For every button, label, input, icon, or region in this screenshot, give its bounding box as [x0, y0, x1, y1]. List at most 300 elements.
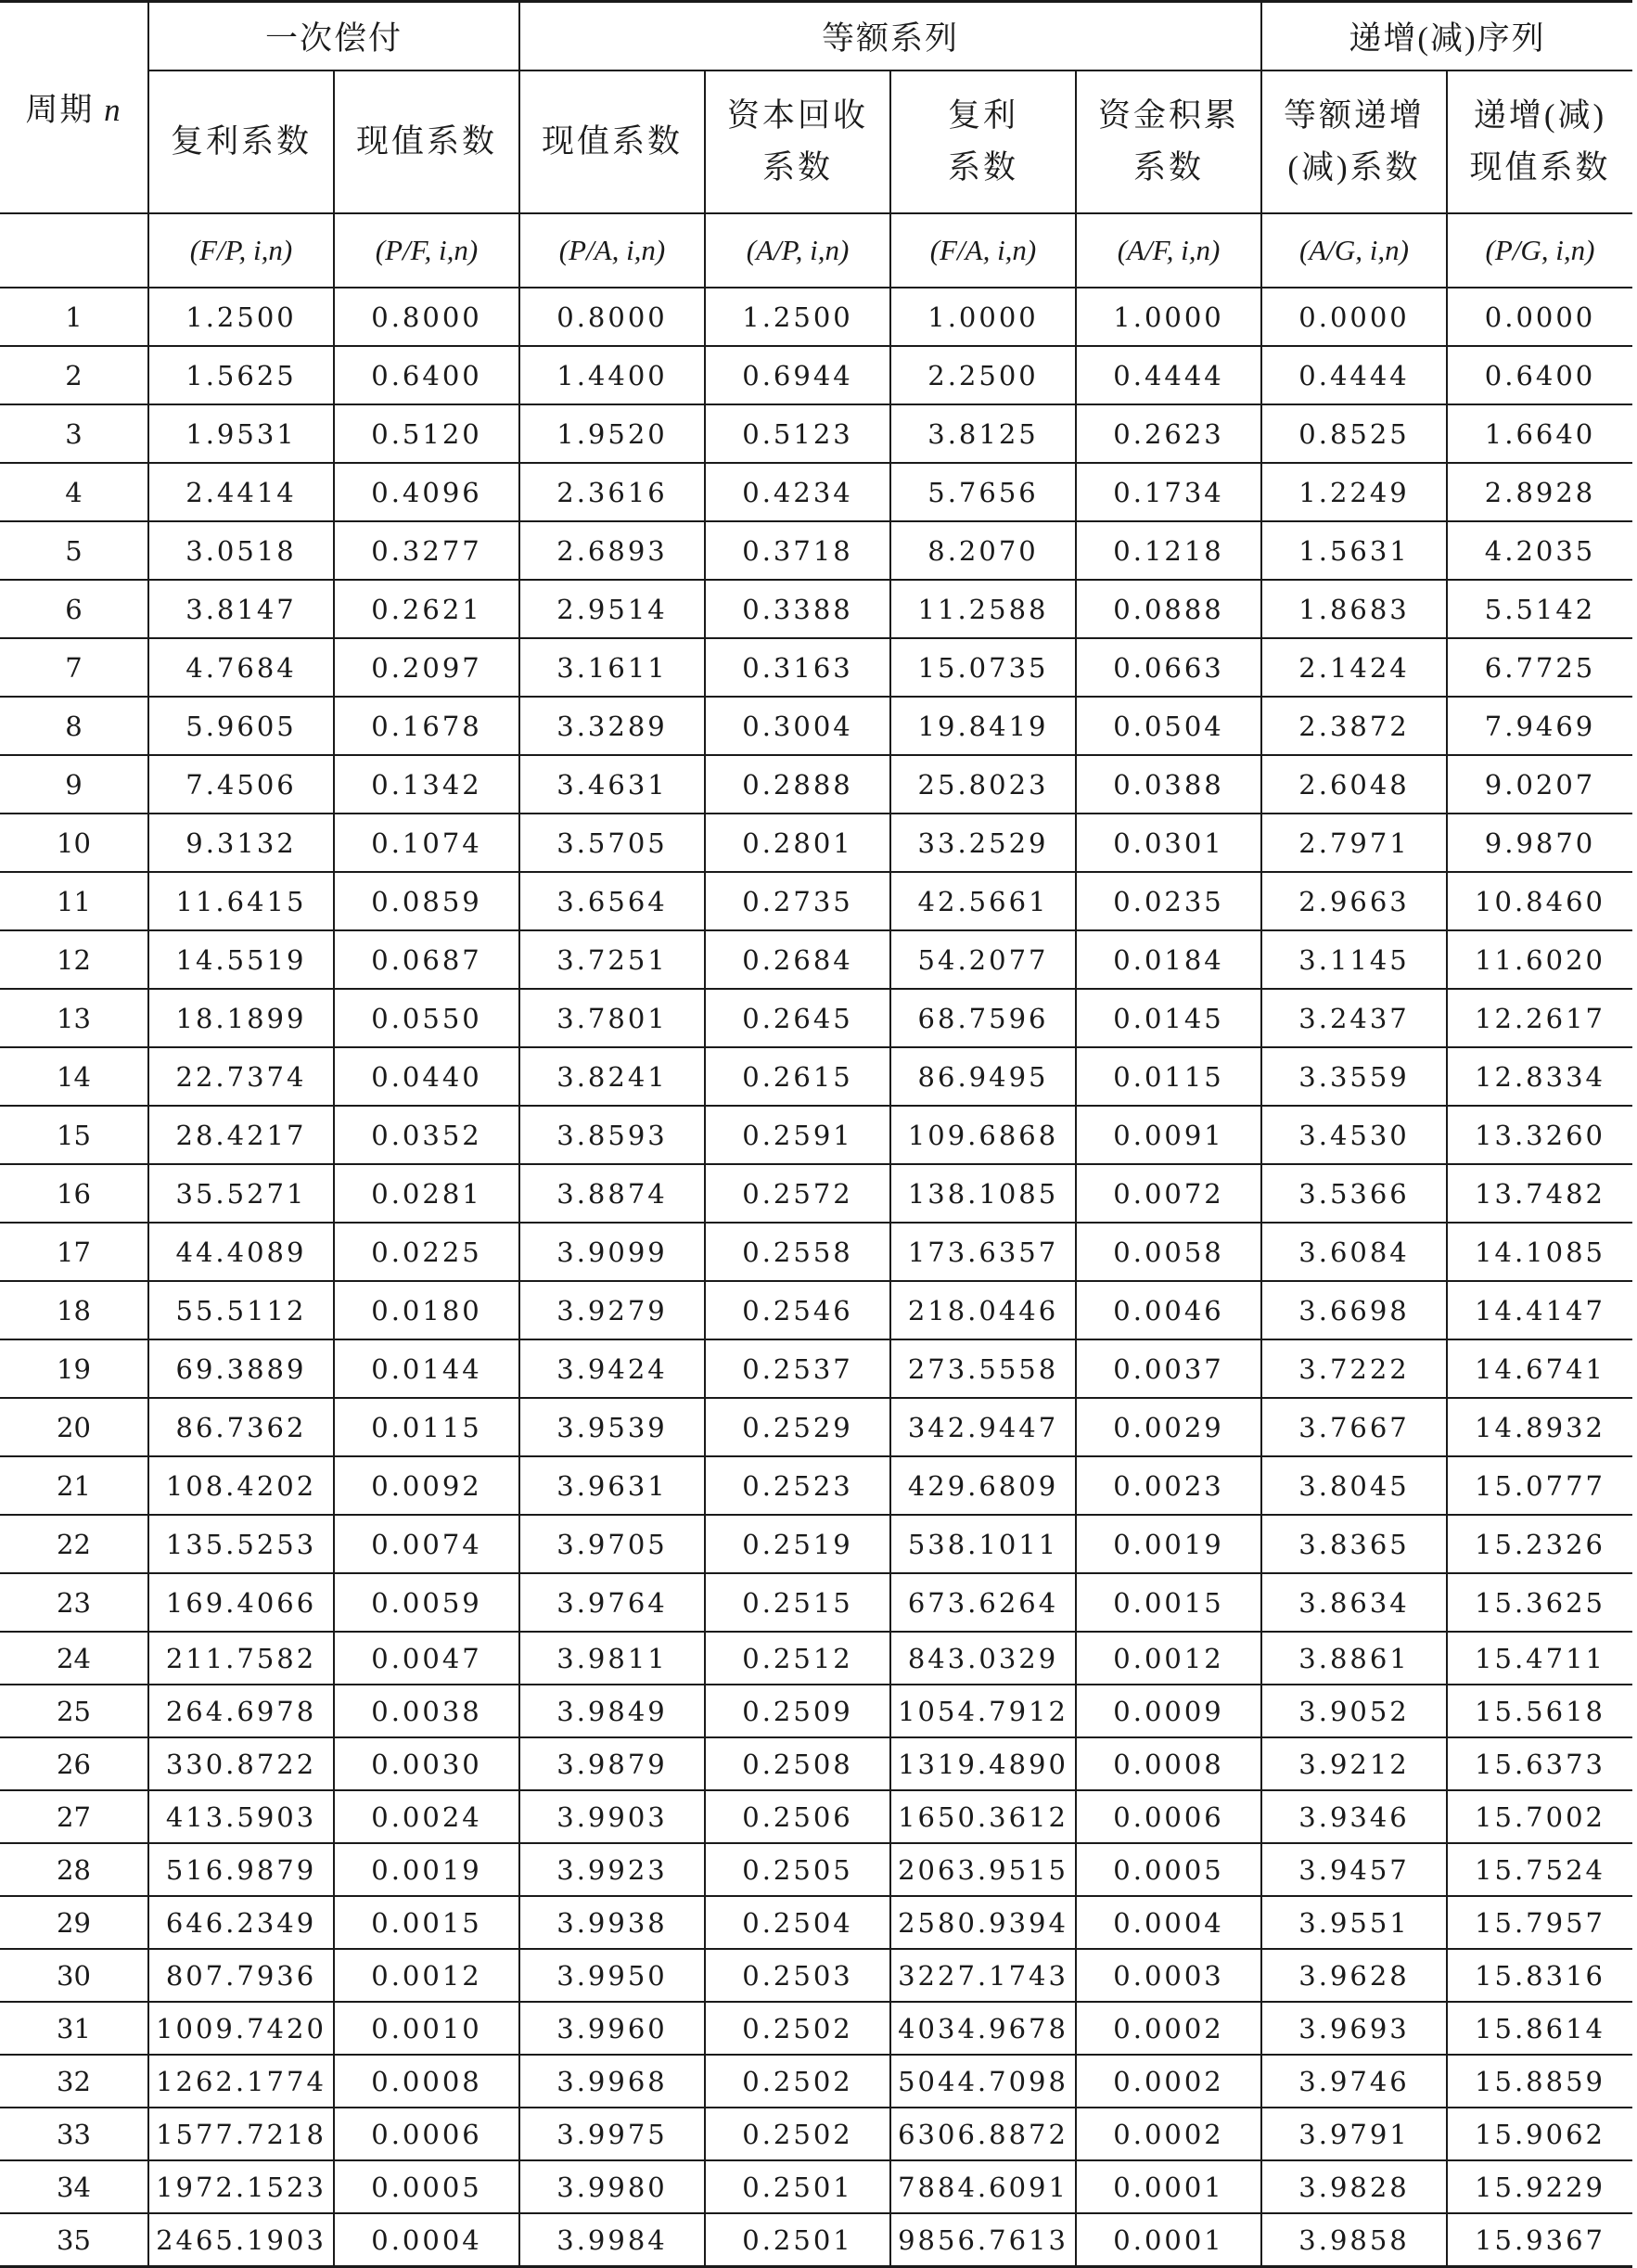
cell-pf: 0.5120 [334, 404, 519, 463]
cell-pa: 3.7251 [519, 930, 705, 989]
cell-pg: 15.7524 [1447, 1843, 1632, 1896]
cell-pa: 3.9849 [519, 1685, 705, 1737]
cell-pg: 14.8932 [1447, 1398, 1632, 1456]
cell-fp: 11.6415 [148, 872, 334, 930]
table-row [0, 814, 1632, 872]
column-header-af [1076, 70, 1261, 213]
cell-pf: 0.0440 [334, 1047, 519, 1106]
table-row [0, 2160, 1632, 2213]
cell-ag: 3.9628 [1261, 1949, 1447, 2002]
cell-period: 8 [0, 697, 148, 755]
cell-fp: 22.7374 [148, 1047, 334, 1106]
cell-pg: 6.7725 [1447, 638, 1632, 697]
cell-pg: 14.6741 [1447, 1339, 1632, 1398]
cell-ap: 0.2502 [705, 2002, 890, 2055]
cell-pg: 15.3625 [1447, 1573, 1632, 1632]
table-row [0, 1790, 1632, 1843]
cell-ag: 1.2249 [1261, 463, 1447, 521]
cell-pa: 3.8874 [519, 1164, 705, 1223]
cell-pg: 1.6640 [1447, 404, 1632, 463]
cell-pf: 0.0074 [334, 1515, 519, 1573]
table-row [0, 930, 1632, 989]
group-header-gradient-series: 递增(减)序列 [1261, 2, 1632, 71]
cell-period: 24 [0, 1632, 148, 1685]
cell-pg: 13.3260 [1447, 1106, 1632, 1164]
column-header-fa-label-line2: 系数 [948, 149, 1019, 186]
cell-fp: 28.4217 [148, 1106, 334, 1164]
cell-pa: 0.8000 [519, 288, 705, 346]
cell-af: 0.0009 [1076, 1685, 1261, 1737]
cell-fp: 807.7936 [148, 1949, 334, 2002]
table-row [0, 1106, 1632, 1164]
cell-ap: 0.2501 [705, 2160, 890, 2213]
cell-fp: 69.3889 [148, 1339, 334, 1398]
column-header-ap [705, 70, 890, 213]
cell-pa: 3.9975 [519, 2108, 705, 2160]
cell-ag: 2.6048 [1261, 755, 1447, 814]
cell-pf: 0.0144 [334, 1339, 519, 1398]
period-header [0, 2, 148, 214]
cell-period: 5 [0, 521, 148, 580]
cell-pa: 3.6564 [519, 872, 705, 930]
column-header-fp-label: 复利系数 [170, 123, 312, 160]
cell-period: 10 [0, 814, 148, 872]
cell-fa: 3227.1743 [890, 1949, 1076, 2002]
cell-af: 0.0023 [1076, 1456, 1261, 1515]
table-row [0, 1164, 1632, 1223]
cell-pa: 2.9514 [519, 580, 705, 638]
cell-fa: 15.0735 [890, 638, 1076, 697]
table-row [0, 580, 1632, 638]
cell-pf: 0.2097 [334, 638, 519, 697]
column-header-pg-label-line1: 递增(减) [1473, 97, 1607, 134]
cell-af: 0.0008 [1076, 1737, 1261, 1790]
cell-af: 0.0301 [1076, 814, 1261, 872]
cell-ap: 0.2801 [705, 814, 890, 872]
cell-fp: 135.5253 [148, 1515, 334, 1573]
cell-pf: 0.0004 [334, 2213, 519, 2267]
cell-ag: 3.9693 [1261, 2002, 1447, 2055]
cell-fa: 5044.7098 [890, 2055, 1076, 2108]
cell-fa: 1650.3612 [890, 1790, 1076, 1843]
cell-pg: 15.7002 [1447, 1790, 1632, 1843]
cell-ag: 1.8683 [1261, 580, 1447, 638]
cell-ag: 3.6084 [1261, 1223, 1447, 1281]
cell-ag: 3.9052 [1261, 1685, 1447, 1737]
cell-af: 0.0072 [1076, 1164, 1261, 1223]
cell-af: 0.0058 [1076, 1223, 1261, 1281]
cell-af: 0.0019 [1076, 1515, 1261, 1573]
cell-af: 0.0004 [1076, 1896, 1261, 1949]
cell-af: 0.0504 [1076, 697, 1261, 755]
cell-period: 22 [0, 1515, 148, 1573]
cell-period: 27 [0, 1790, 148, 1843]
cell-pg: 15.6373 [1447, 1737, 1632, 1790]
cell-ap: 0.2572 [705, 1164, 890, 1223]
cell-af: 0.0002 [1076, 2108, 1261, 2160]
cell-period: 31 [0, 2002, 148, 2055]
cell-pa: 3.3289 [519, 697, 705, 755]
cell-af: 1.0000 [1076, 288, 1261, 346]
column-header-ap-label-line1: 资本回收 [727, 97, 869, 134]
notation-pg: (P/G, i,n) [1447, 213, 1632, 288]
table-row [0, 288, 1632, 346]
table-row [0, 872, 1632, 930]
cell-pg: 15.0777 [1447, 1456, 1632, 1515]
cell-pf: 0.0352 [334, 1106, 519, 1164]
cell-ap: 0.3718 [705, 521, 890, 580]
cell-fp: 3.8147 [148, 580, 334, 638]
notation-header-blank [0, 213, 148, 288]
cell-period: 14 [0, 1047, 148, 1106]
cell-pa: 3.9950 [519, 1949, 705, 2002]
cell-fp: 211.7582 [148, 1632, 334, 1685]
cell-pf: 0.1074 [334, 814, 519, 872]
cell-pf: 0.3277 [334, 521, 519, 580]
cell-fa: 5.7656 [890, 463, 1076, 521]
cell-fa: 2063.9515 [890, 1843, 1076, 1896]
cell-fp: 86.7362 [148, 1398, 334, 1456]
cell-af: 0.0663 [1076, 638, 1261, 697]
cell-ap: 0.2558 [705, 1223, 890, 1281]
cell-pg: 5.5142 [1447, 580, 1632, 638]
cell-fp: 2.4414 [148, 463, 334, 521]
table-row [0, 1223, 1632, 1281]
cell-af: 0.0002 [1076, 2055, 1261, 2108]
cell-fp: 1.5625 [148, 346, 334, 404]
cell-fa: 68.7596 [890, 989, 1076, 1047]
cell-pf: 0.0038 [334, 1685, 519, 1737]
cell-ag: 3.8634 [1261, 1573, 1447, 1632]
cell-pf: 0.1678 [334, 697, 519, 755]
cell-pf: 0.6400 [334, 346, 519, 404]
column-header-af-label-line1: 资金积累 [1098, 97, 1240, 134]
cell-ap: 0.2888 [705, 755, 890, 814]
cell-ap: 0.2502 [705, 2108, 890, 2160]
cell-pa: 2.3616 [519, 463, 705, 521]
cell-pf: 0.0225 [334, 1223, 519, 1281]
cell-pg: 15.9229 [1447, 2160, 1632, 2213]
cell-pg: 11.6020 [1447, 930, 1632, 989]
cell-period: 6 [0, 580, 148, 638]
cell-ap: 0.2523 [705, 1456, 890, 1515]
cell-af: 0.4444 [1076, 346, 1261, 404]
cell-fp: 4.7684 [148, 638, 334, 697]
cell-ag: 3.7222 [1261, 1339, 1447, 1398]
column-header-pa [519, 70, 705, 213]
table-row [0, 1398, 1632, 1456]
column-header-ap-label-line2: 系数 [762, 149, 834, 186]
cell-fp: 55.5112 [148, 1281, 334, 1339]
cell-ap: 0.2519 [705, 1515, 890, 1573]
cell-pf: 0.1342 [334, 755, 519, 814]
table-row [0, 2108, 1632, 2160]
table-row [0, 1047, 1632, 1106]
table-row [0, 2055, 1632, 2108]
cell-fp: 14.5519 [148, 930, 334, 989]
cell-pa: 3.9424 [519, 1339, 705, 1398]
table-row [0, 1949, 1632, 2002]
cell-period: 29 [0, 1896, 148, 1949]
table-row [0, 404, 1632, 463]
cell-period: 17 [0, 1223, 148, 1281]
cell-ag: 0.0000 [1261, 288, 1447, 346]
cell-ap: 0.5123 [705, 404, 890, 463]
cell-fa: 11.2588 [890, 580, 1076, 638]
cell-pf: 0.0010 [334, 2002, 519, 2055]
cell-period: 16 [0, 1164, 148, 1223]
cell-af: 0.0002 [1076, 2002, 1261, 2055]
cell-pg: 0.0000 [1447, 288, 1632, 346]
cell-period: 1 [0, 288, 148, 346]
cell-pf: 0.0550 [334, 989, 519, 1047]
cell-fp: 7.4506 [148, 755, 334, 814]
cell-fp: 330.8722 [148, 1737, 334, 1790]
cell-period: 11 [0, 872, 148, 930]
cell-pf: 0.0024 [334, 1790, 519, 1843]
cell-fa: 2580.9394 [890, 1896, 1076, 1949]
period-header-label: 周期 [25, 92, 95, 128]
cell-af: 0.0184 [1076, 930, 1261, 989]
cell-ag: 1.5631 [1261, 521, 1447, 580]
cell-ap: 0.3163 [705, 638, 890, 697]
cell-fa: 2.2500 [890, 346, 1076, 404]
cell-period: 3 [0, 404, 148, 463]
cell-pa: 3.9539 [519, 1398, 705, 1456]
cell-ap: 0.2735 [705, 872, 890, 930]
cell-ag: 3.8045 [1261, 1456, 1447, 1515]
cell-af: 0.0006 [1076, 1790, 1261, 1843]
cell-pg: 15.8614 [1447, 2002, 1632, 2055]
cell-period: 21 [0, 1456, 148, 1515]
cell-pg: 15.7957 [1447, 1896, 1632, 1949]
cell-pf: 0.0281 [334, 1164, 519, 1223]
cell-af: 0.0388 [1076, 755, 1261, 814]
column-header-pg [1447, 70, 1632, 213]
cell-period: 28 [0, 1843, 148, 1896]
cell-fa: 86.9495 [890, 1047, 1076, 1106]
table-row [0, 2213, 1632, 2267]
table-row [0, 697, 1632, 755]
cell-ag: 3.9858 [1261, 2213, 1447, 2267]
cell-period: 4 [0, 463, 148, 521]
table-row [0, 755, 1632, 814]
cell-fp: 44.4089 [148, 1223, 334, 1281]
cell-ap: 0.2506 [705, 1790, 890, 1843]
cell-pa: 3.9923 [519, 1843, 705, 1896]
cell-pf: 0.8000 [334, 288, 519, 346]
cell-pg: 15.8859 [1447, 2055, 1632, 2108]
cell-ap: 0.2529 [705, 1398, 890, 1456]
cell-ag: 2.1424 [1261, 638, 1447, 697]
cell-ap: 0.2503 [705, 1949, 890, 2002]
cell-pf: 0.0059 [334, 1573, 519, 1632]
cell-pa: 3.9903 [519, 1790, 705, 1843]
cell-period: 13 [0, 989, 148, 1047]
cell-pa: 3.9811 [519, 1632, 705, 1685]
cell-fa: 1054.7912 [890, 1685, 1076, 1737]
cell-pf: 0.0019 [334, 1843, 519, 1896]
column-header-pf-label: 现值系数 [356, 123, 498, 160]
cell-fa: 54.2077 [890, 930, 1076, 989]
table-row [0, 521, 1632, 580]
cell-ag: 2.7971 [1261, 814, 1447, 872]
cell-ag: 3.9791 [1261, 2108, 1447, 2160]
cell-ap: 0.2615 [705, 1047, 890, 1106]
cell-fa: 173.6357 [890, 1223, 1076, 1281]
notation-ap: (A/P, i,n) [705, 213, 890, 288]
table-row [0, 346, 1632, 404]
cell-pf: 0.0012 [334, 1949, 519, 2002]
cell-pg: 10.8460 [1447, 872, 1632, 930]
cell-fa: 538.1011 [890, 1515, 1076, 1573]
cell-ag: 2.9663 [1261, 872, 1447, 930]
table-row [0, 1339, 1632, 1398]
cell-fa: 9856.7613 [890, 2213, 1076, 2267]
cell-af: 0.1218 [1076, 521, 1261, 580]
cell-ap: 0.2505 [705, 1843, 890, 1896]
cell-fa: 42.5661 [890, 872, 1076, 930]
cell-pa: 3.9980 [519, 2160, 705, 2213]
header-group-row [0, 2, 1632, 71]
cell-pa: 3.8241 [519, 1047, 705, 1106]
cell-fp: 413.5903 [148, 1790, 334, 1843]
cell-ag: 3.9212 [1261, 1737, 1447, 1790]
cell-ap: 0.2515 [705, 1573, 890, 1632]
table-body [0, 288, 1632, 2267]
cell-pg: 15.2326 [1447, 1515, 1632, 1573]
cell-fa: 1319.4890 [890, 1737, 1076, 1790]
table-row [0, 2002, 1632, 2055]
cell-af: 0.0046 [1076, 1281, 1261, 1339]
cell-fa: 33.2529 [890, 814, 1076, 872]
column-header-ag-label-line1: 等额递增 [1284, 97, 1426, 134]
cell-fa: 673.6264 [890, 1573, 1076, 1632]
header-notation-row [0, 213, 1632, 288]
period-header-variable: n [104, 92, 122, 128]
cell-ap: 0.4234 [705, 463, 890, 521]
cell-pf: 0.0092 [334, 1456, 519, 1515]
group-header-single-payment: 一次偿付 [148, 2, 519, 71]
cell-pa: 3.9968 [519, 2055, 705, 2108]
cell-fa: 8.2070 [890, 521, 1076, 580]
cell-period: 19 [0, 1339, 148, 1398]
cell-period: 20 [0, 1398, 148, 1456]
cell-af: 0.0005 [1076, 1843, 1261, 1896]
cell-fp: 18.1899 [148, 989, 334, 1047]
cell-ag: 3.6698 [1261, 1281, 1447, 1339]
cell-pf: 0.0859 [334, 872, 519, 930]
cell-pg: 4.2035 [1447, 521, 1632, 580]
cell-af: 0.0015 [1076, 1573, 1261, 1632]
cell-pg: 14.4147 [1447, 1281, 1632, 1339]
cell-period: 25 [0, 1685, 148, 1737]
cell-af: 0.2623 [1076, 404, 1261, 463]
cell-period: 30 [0, 1949, 148, 2002]
column-header-ag [1261, 70, 1447, 213]
cell-af: 0.1734 [1076, 463, 1261, 521]
column-header-af-label-line2: 系数 [1133, 149, 1205, 186]
table-row [0, 1456, 1632, 1515]
cell-fa: 843.0329 [890, 1632, 1076, 1685]
cell-period: 34 [0, 2160, 148, 2213]
cell-af: 0.0012 [1076, 1632, 1261, 1685]
cell-af: 0.0001 [1076, 2213, 1261, 2267]
cell-ap: 0.6944 [705, 346, 890, 404]
cell-fa: 1.0000 [890, 288, 1076, 346]
cell-af: 0.0888 [1076, 580, 1261, 638]
cell-fp: 1577.7218 [148, 2108, 334, 2160]
table-row [0, 1632, 1632, 1685]
cell-ap: 0.2501 [705, 2213, 890, 2267]
column-header-pf [334, 70, 519, 213]
cell-pa: 3.9631 [519, 1456, 705, 1515]
cell-ag: 3.5366 [1261, 1164, 1447, 1223]
cell-pa: 3.9879 [519, 1737, 705, 1790]
cell-pa: 3.9960 [519, 2002, 705, 2055]
table-row [0, 989, 1632, 1047]
cell-ap: 0.2508 [705, 1737, 890, 1790]
cell-fp: 1.2500 [148, 288, 334, 346]
cell-pf: 0.0047 [334, 1632, 519, 1685]
cell-fp: 1.9531 [148, 404, 334, 463]
cell-af: 0.0003 [1076, 1949, 1261, 2002]
cell-fp: 1262.1774 [148, 2055, 334, 2108]
cell-fp: 35.5271 [148, 1164, 334, 1223]
table-row [0, 1573, 1632, 1632]
cell-pg: 12.8334 [1447, 1047, 1632, 1106]
cell-pg: 7.9469 [1447, 697, 1632, 755]
cell-pg: 2.8928 [1447, 463, 1632, 521]
cell-pa: 3.8593 [519, 1106, 705, 1164]
cell-period: 33 [0, 2108, 148, 2160]
cell-fa: 6306.8872 [890, 2108, 1076, 2160]
table-row [0, 463, 1632, 521]
cell-pf: 0.0005 [334, 2160, 519, 2213]
notation-ag: (A/G, i,n) [1261, 213, 1447, 288]
cell-ag: 3.9746 [1261, 2055, 1447, 2108]
cell-pg: 15.9062 [1447, 2108, 1632, 2160]
cell-fa: 7884.6091 [890, 2160, 1076, 2213]
cell-fp: 1009.7420 [148, 2002, 334, 2055]
cell-pg: 15.4711 [1447, 1632, 1632, 1685]
cell-pa: 1.9520 [519, 404, 705, 463]
cell-ap: 0.2504 [705, 1896, 890, 1949]
cell-pf: 0.0008 [334, 2055, 519, 2108]
cell-af: 0.0001 [1076, 2160, 1261, 2213]
cell-pg: 15.9367 [1447, 2213, 1632, 2267]
cell-ap: 0.2591 [705, 1106, 890, 1164]
group-header-uniform-series: 等额系列 [519, 2, 1261, 71]
table-row [0, 1685, 1632, 1737]
table-row [0, 1281, 1632, 1339]
cell-ag: 3.9457 [1261, 1843, 1447, 1896]
cell-fa: 342.9447 [890, 1398, 1076, 1456]
cell-period: 7 [0, 638, 148, 697]
table-row [0, 1737, 1632, 1790]
cell-fp: 3.0518 [148, 521, 334, 580]
cell-ag: 3.2437 [1261, 989, 1447, 1047]
cell-ag: 3.8861 [1261, 1632, 1447, 1685]
cell-pf: 0.0030 [334, 1737, 519, 1790]
cell-ag: 2.3872 [1261, 697, 1447, 755]
cell-ap: 0.2645 [705, 989, 890, 1047]
cell-af: 0.0037 [1076, 1339, 1261, 1398]
cell-pa: 3.7801 [519, 989, 705, 1047]
cell-fa: 273.5558 [890, 1339, 1076, 1398]
cell-pf: 0.0006 [334, 2108, 519, 2160]
cell-ag: 3.4530 [1261, 1106, 1447, 1164]
